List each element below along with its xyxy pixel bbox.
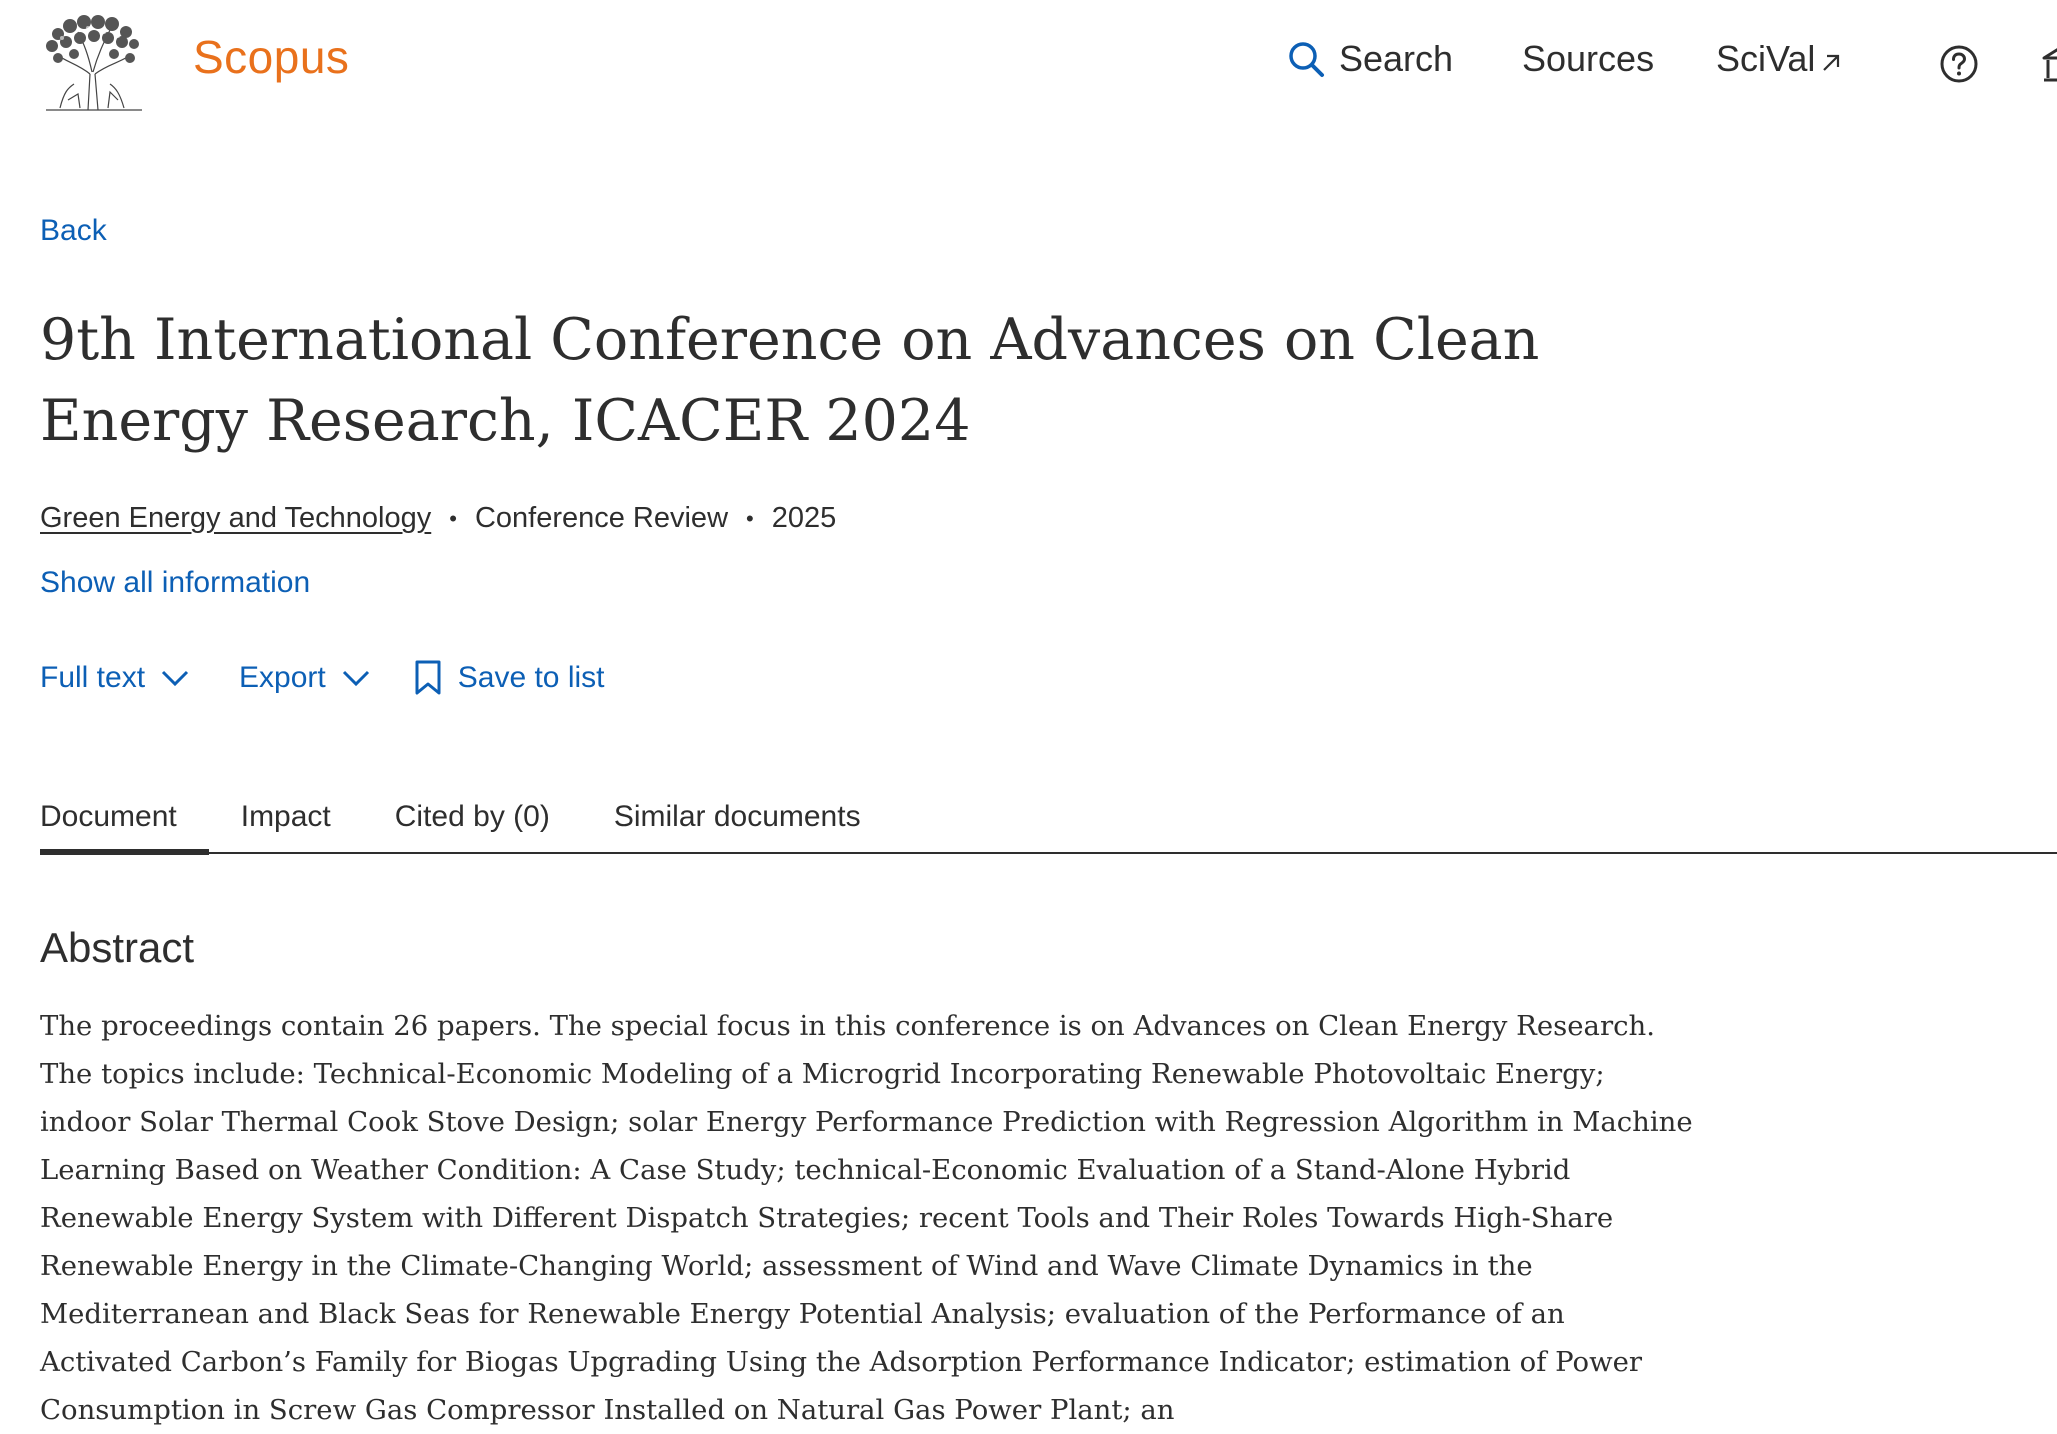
nav-search[interactable] [1287,38,1453,80]
source-title-link[interactable]: Green Energy and Technology [40,502,432,534]
export-button[interactable] [239,661,370,695]
export-label: Export [239,661,326,694]
tab-similar-documents[interactable]: Similar documents [613,800,861,833]
publication-year: 2025 [771,502,837,534]
document-actions [40,660,604,696]
search-icon [1287,40,1325,78]
save-to-list-label: Save to list [457,661,605,694]
elsevier-tree-logo[interactable] [38,14,148,114]
chevron-down-icon [161,669,189,687]
tab-cited-by[interactable]: Cited by (0) [394,800,550,833]
abstract-heading: Abstract [40,924,195,971]
document-meta [40,502,836,535]
bookmark-icon [414,660,442,696]
save-to-list-button[interactable] [414,660,605,696]
nav-search-label: Search [1339,38,1454,79]
nav-sources[interactable] [1522,38,1654,80]
scopus-brand[interactable]: Scopus [193,31,350,83]
full-text-button[interactable] [40,661,189,695]
nav-sources-label: Sources [1522,38,1655,79]
help-circle-icon[interactable] [1939,44,1979,84]
show-all-information-link[interactable]: Show all information [40,566,311,599]
tab-document[interactable]: Document [40,796,177,852]
tab-impact[interactable]: Impact [240,800,331,833]
meta-separator: • [746,505,754,531]
nav-scival-label: SciVal [1716,38,1816,79]
back-link[interactable]: Back [40,214,107,247]
nav-scival[interactable] [1716,38,1843,80]
abstract-text: The proceedings contain 26 papers. The special focus in this conference is on Advances on Clean Energy Research. The topics include: Technical-Economic Modeling of a Microgrid Incorporating Renewable Photovoltaic Energy; indoor Solar Thermal Cook Stove Design; solar Energy Performance Prediction with Regression Algorithm in Machine Learning Based on Weather Condition: A Case Study; technical-Economic Evaluation of a Stand-Alone Hybrid Renewable Energy System with Different Dispatch Strategies; recent Tools and Their Roles Towards High-Share Renewable Energy in the Climate-Changing World; assessment of Wind and Wave Climate Dynamics in the Mediterranean and Black Seas for Renewable Energy Potential Analysis; evaluation of the Performance of an Activated Carbon’s Family for Biogas Upgrading Using the Adsorption Performance Indicator; estimation of Power Consumption in Screw Gas Compressor Installed on Natural Gas Power Plant; an [40,1010,1693,1426]
institution-icon[interactable] [2040,44,2057,84]
external-link-arrow-icon [1819,51,1843,75]
meta-separator: • [449,505,457,531]
document-tabs [40,796,2057,854]
chevron-down-icon [342,669,370,687]
document-type: Conference Review [474,502,729,534]
top-header [0,0,2057,128]
full-text-label: Full text [40,661,146,694]
document-title: 9th International Conference on Advances on Clean Energy Research, ICACER 2024 [40,307,1540,454]
